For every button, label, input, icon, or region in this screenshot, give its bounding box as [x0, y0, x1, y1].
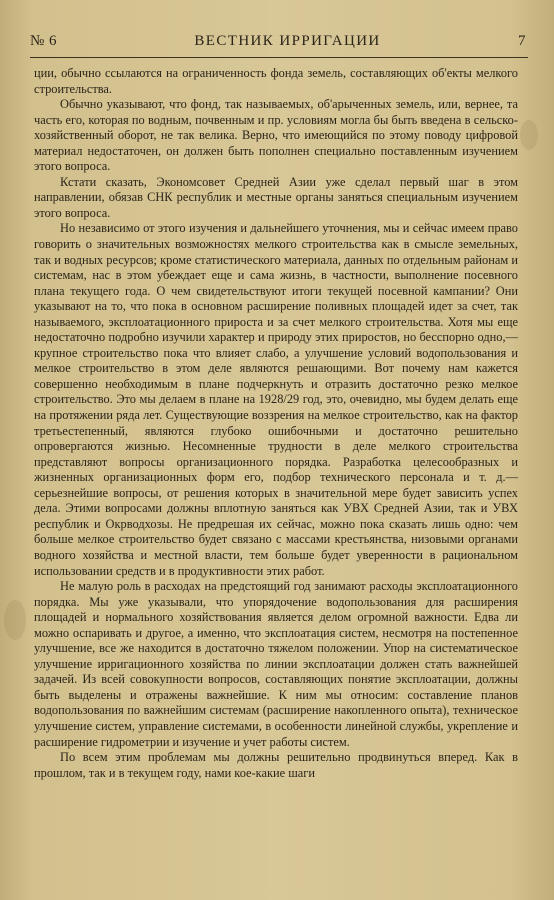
header-rule [30, 57, 528, 58]
paragraph: Обычно указывают, что фонд, так называемых, об'арыченных земель, или, вернее, та часть его, которая по водным, почвенным и пр. условиям могла бы быть введена в сельско-хозяйственный оборот, не так велика. Верно, что имеющийся по этому поводу цифровой материал недостаточен, он должен быть пополнен специально поставленным изучением этого вопроса. [34, 97, 518, 174]
paragraph: По всем этим проблемам мы должны решительно продвинуться вперед. Как в прошлом, так и в текущем году, нами кое-какие шаги [34, 750, 518, 780]
paragraph: Но независимо от этого изучения и дальнейшего уточнения, мы и сейчас имеем право говорить о значительных возможностях мелкого строительства как в смысле земельных, так и водных ресурсов; кроме статистического материала, данных по отдельным районам и системам, нас в этом убеждает еще и сама жизнь, в частности, выполнение посевного плана текущего года. О чем свидетельствуют итоги текущей посевной кампании? Они указывают на то, что пока в основном расширение поливных площадей идет за счет, так называемого, эксплоатационного прироста и за счет мелкого строительства. Хотя мы еще недостаточно подробно изучили характер и природу этих приростов, но бесспорно одно,—крупное строительство пока что влияет слабо, а улучшение условий водопользования и мелкое строительство в этом деле являются решающими. Вот почему нам кажется совершенно необходимым в плане подчеркнуть и отразить достаточно резко мелкое строительство. Это мы делаем в плане на 1928/29 год, это, очевидно, мы будем делать еще на протяжении ряда лет. Существующие воззрения на мелкое строительство, как на фактор третьестепенный, являются глубоко ошибочными и достаточно решительно опровергаются жизнью. Несомненные трудности в деле мелкого строительства представляют вопросы организационного порядка. Разработка целесообразных и жизненных организационных форм его, подбор технического персонала и т. д.—серьезнейшие вопросы, от решения которых в значительной мере будет зависить успех дела. Этими вопросами должны вплотную заняться как УВХ Средней Азии, так и УВХ республик и Окрводхозы. Не предрешая их сейчас, можно пока сказать лишь одно: чем больше мелкое строительство будет связано с массами крестьянства, низовыми органами водного хозяйства и местной власти, тем больше будет уверенности в рациональном использовании средств и в продуктивности этих работ. [34, 221, 518, 578]
page-number: 7 [518, 33, 526, 49]
paragraph: Не малую роль в расходах на предстоящий год занимают расходы эксплоатационного порядка. Мы уже указывали, что упорядочение водопользования для расширения площадей и нормального хозяйствования является делом огромной важности. Едва ли можно оспаривать и другое, а именно, что эксплоатация систем, несмотря на постепенное улучшение, все же находится в достаточно тяжелом положении. Упор на систематическое улучшение ирригационного хозяйства по линии эксплоатации должен стать важнейшей задачей. Из всей совокупности вопросов, составляющих понятие эксплоатации, должны быть выделены и отражены важнейшие. К ним мы относим: составление планов водопользования по важнейшим системам (расширение накопленного опыта), техническое улучшение систем, управление системами, в особенности линейной службы, укрепление и расширение гидрометрии и изучение и учет работы систем. [34, 579, 518, 749]
paragraph: Кстати сказать, Экономсовет Средней Азии уже сделал первый шаг в этом направлении, обязав СНК республик и местные органы заняться специальным изучением этого вопроса. [34, 174, 518, 220]
paper-stain [4, 600, 26, 640]
issue-number: № 6 [30, 33, 58, 49]
paragraph: ции, обычно ссылаются на ограниченность фонда земель, составляющих об'екты мелкого строительства. [34, 66, 518, 96]
paper-stain [520, 120, 538, 150]
running-header [30, 33, 526, 55]
journal-title: ВЕСТНИК ИРРИГАЦИИ [194, 33, 381, 49]
article-body [34, 66, 518, 781]
